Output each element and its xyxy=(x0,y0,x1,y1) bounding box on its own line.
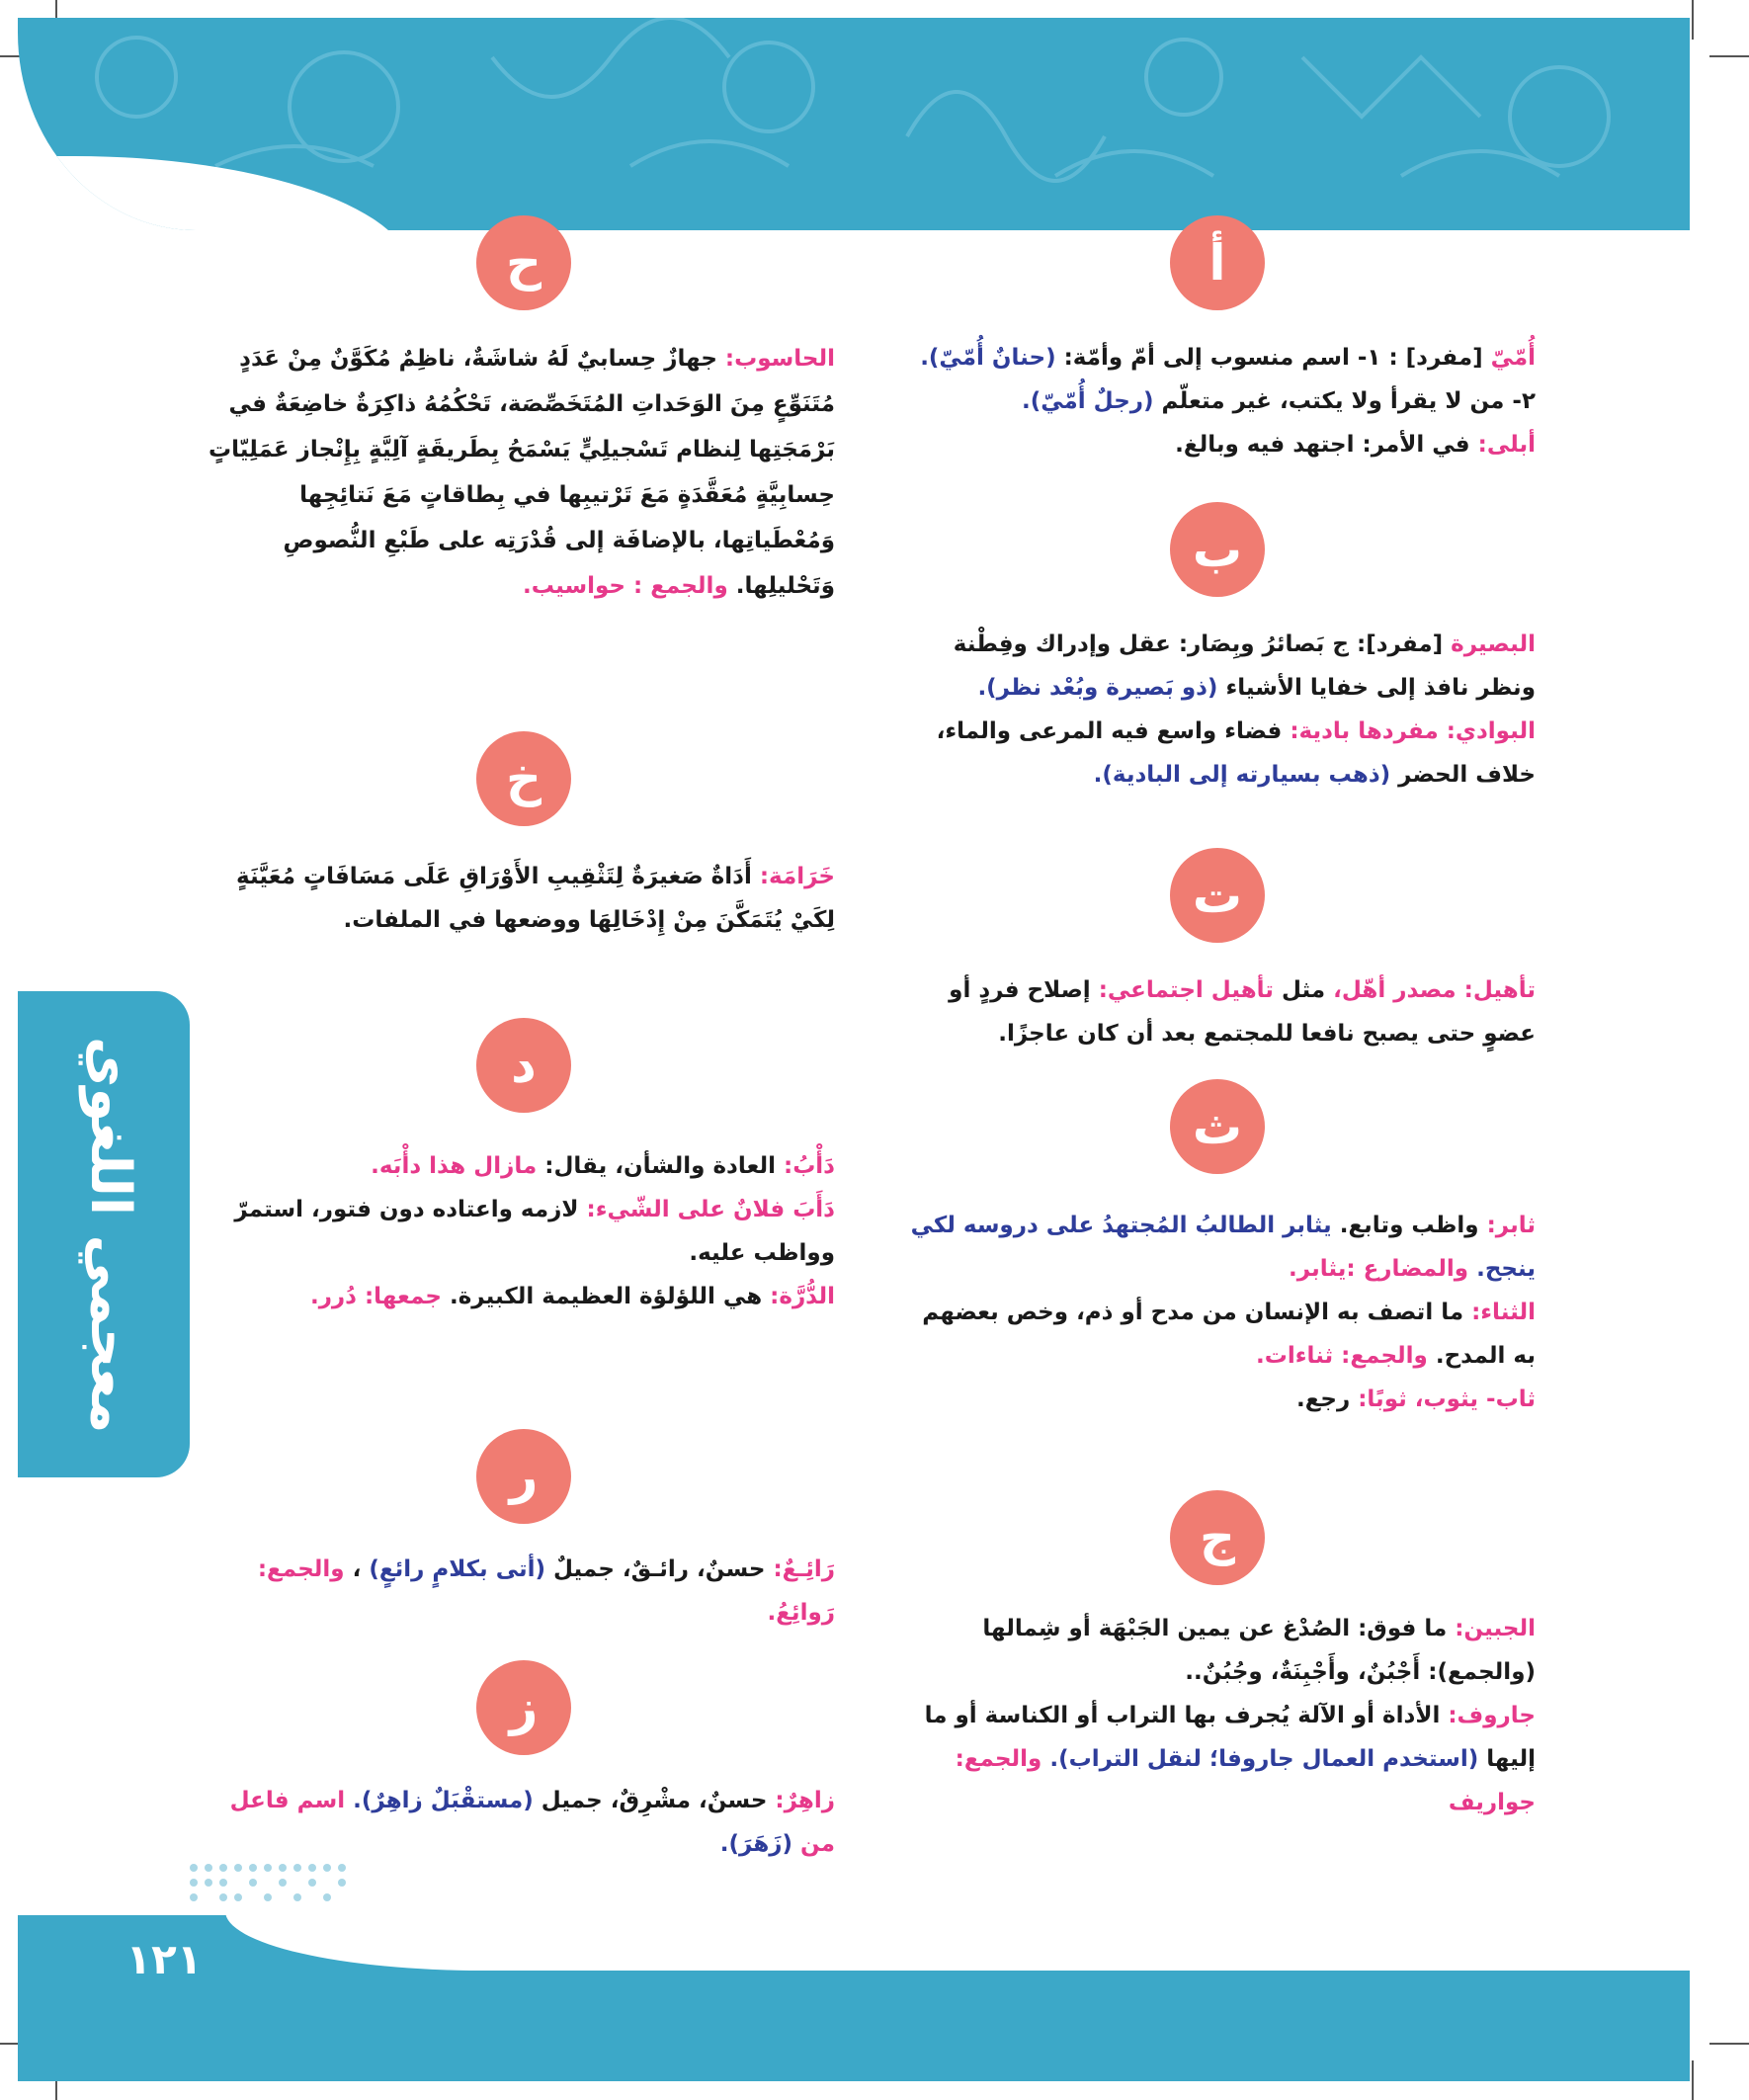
entry-line: خَرَامَة: أَدَاةٌ صَغيرَةٌ لِتَثْقِيبِ الأَوْرَاقِ عَلَى مَسَافَاتٍ مُعَيَّنَةٍ لِكَيْ يُتَمَكَّنَ مِنْ إِدْخَالِهَا ووضعها في الملفات. xyxy=(236,864,835,933)
entry-group xyxy=(203,1144,835,1318)
entry-line: تأهيل: مصدر أهّل، مثل تأهيل اجتماعي: إصلاح فردٍ أو عضوٍ حتى يصبح نافعا للمجتمع بعد أن كان عاجزًا. xyxy=(949,977,1536,1047)
entry-line: الحاسوب: جهازٌ حِسابيٌ لَهُ شاشَةٌ، ناظِمٌ مُكَوَّنٌ مِنْ عَدَدٍ مُتَنَوِّعٍ مِنَ الوَحَداتِ المُتَخَصِّصَة، تَحْكُمُهُ ذاكِرَةٌ خاضِعَةٌ في بَرْمَجَتِها لِنظام تَسْجيلِيٍّ يَسْمَحُ بِطَريقَةٍ آلِيَّةٍ بِإِنْجاز عَمَلِيّاتٍ حِسابِيَّةٍ مُعَقَّدَةٍ مَعَ تَرْتيبِها في بِطاقاتٍ مَعَ نَتائِجِها وَمُعْطَياتِها، بالإضافَة إلى قُدْرَتِه على طَبْعِ النُّصوصِ وَتَحْليلِها. والجمع : حواسيب. xyxy=(208,346,835,599)
entry-group xyxy=(203,1779,835,1866)
entry-line: الجبين: ما فوق: الصُدْغ عن يمين الجَبْهَة أو شِمالها (والجمع): أَجْبُنٌ، وأَجْبِنَةٌ، وجُبُنٌ.. xyxy=(982,1616,1536,1685)
header-band xyxy=(18,18,1690,230)
entry-line: الدُّرَّة: هي اللؤلؤة العظيمة الكبيرة. جمعها: دُرر. xyxy=(309,1284,835,1309)
entry-line: زاهِرٌ: حسنٌ، مشْرِقٌ، جميل (مستقْبَلٌ زاهِرٌ). اسم فاعل من (زَهَرَ). xyxy=(229,1788,835,1857)
entry-group xyxy=(203,336,835,609)
entry-group xyxy=(899,1204,1536,1421)
entry-line: أبلى: في الأمر: اجتهد فيه وبالغ. xyxy=(1175,432,1536,458)
letter-badge: أ xyxy=(1170,215,1265,310)
entry-line: البصيرة [مفرد]: ج بَصائرُ وبِصَار: عقل وإدراك وفِطْنة ونظر نافذ إلى خفايا الأشياء (ذو بَصيرة وبُعْد نظر). xyxy=(953,631,1536,701)
entry-group xyxy=(203,1548,835,1635)
letter-badge: ر xyxy=(476,1429,571,1524)
letter-badge: ح xyxy=(476,215,571,310)
entry-group xyxy=(203,855,835,942)
letter-badge: ج xyxy=(1170,1490,1265,1585)
entry-group xyxy=(899,968,1536,1055)
entry-line: الثناء: ما اتصف به الإنسان من مدح أو ذم، وخص بعضهم به المدح. والجمع: ثناءات. xyxy=(922,1300,1536,1369)
letter-badge: د xyxy=(476,1018,571,1113)
footer-band xyxy=(18,1915,1690,2081)
letter-badge: ب xyxy=(1170,502,1265,597)
letter-badge: ز xyxy=(476,1660,571,1755)
letter-badge: خ xyxy=(476,731,571,826)
crop-mark xyxy=(1709,2043,1749,2045)
crop-mark xyxy=(1692,0,1694,40)
side-tab-label: معجمي اللغوي xyxy=(78,1037,142,1434)
entry-line: ثاب- يثوب، ثوبًا: رجع. xyxy=(1295,1386,1536,1412)
entry-line: ٢- من لا يقرأ ولا يكتب، غير متعلّم (رجلٌ أُمّيّ). xyxy=(1022,388,1536,414)
crop-mark xyxy=(1692,2060,1694,2100)
letter-badge: ث xyxy=(1170,1079,1265,1174)
entry-line: رَائِـعٌ: حسنٌ، رائـقٌ، جميلٌ (أتى بكلامٍ رائعٍ) ، والجمع: رَوائِعُ. xyxy=(257,1556,835,1626)
entry-line: البوادي: مفردها بادية: فضاء واسع فيه المرعى والماء، خلاف الحضر (ذهب بسيارته إلى البادية). xyxy=(936,718,1536,788)
entry-group xyxy=(899,1607,1536,1824)
entry-line: دَأَبَ فلانٌ على الشّيء: لازمه واعتاده دون فتور، استمرّ وواظب عليه. xyxy=(234,1197,835,1266)
entry-line: أُمّيّ [مفرد] : ١- اسم منسوب إلى أمّ وأمّة: (حنانٌ أُمّيّ). xyxy=(920,345,1536,371)
entry-line: جاروف: الأداة أو الآلة يُجرف بها التراب أو الكناسة أو ما إليها (استخدم العمال جاروفا؛ لنقل التراب). والجمع: جواريف xyxy=(924,1703,1536,1815)
entry-group xyxy=(899,623,1536,797)
page-number: ١٢١ xyxy=(125,1935,203,1983)
entry-group xyxy=(899,336,1536,466)
letter-badge: ت xyxy=(1170,848,1265,943)
entry-line: دَأْبُ: العادة والشأن، يقال: مازال هذا دأْبَه. xyxy=(371,1153,835,1179)
crop-mark xyxy=(1709,55,1749,57)
footer-curve xyxy=(225,1909,1707,1971)
ministry-logo-dots xyxy=(184,1858,352,1917)
entry-line: ثابر: واظب وتابع. يثابر الطالبُ المُجتهدُ على دروسه لكي ينجح. والمضارع :يثابر. xyxy=(910,1213,1536,1282)
